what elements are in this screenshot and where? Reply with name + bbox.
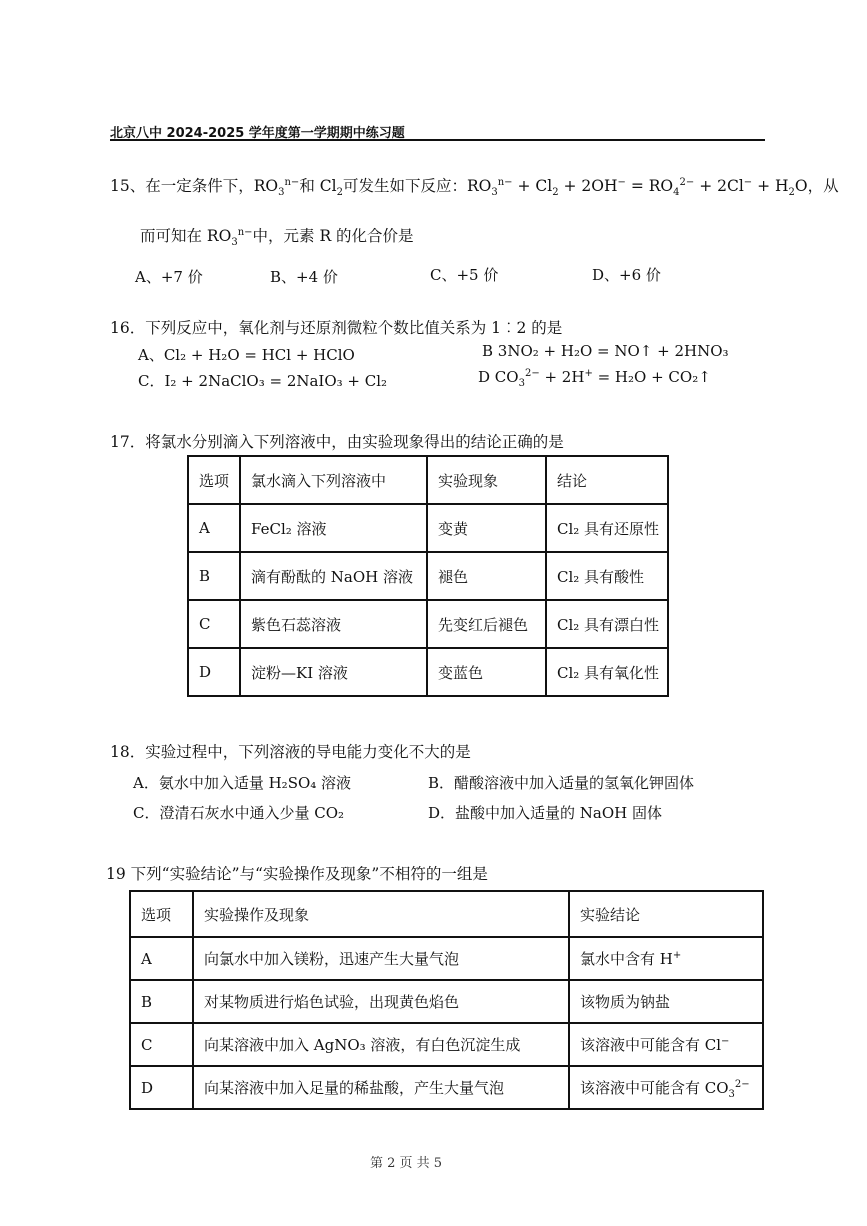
q18-option-c[interactable]: C．澄清石灰水中通入少量 CO₂	[133, 804, 345, 822]
table-row	[130, 1066, 763, 1109]
table-cell: 滴有酚酞的 NaOH 溶液	[240, 552, 427, 600]
table-cell: 变蓝色	[427, 648, 546, 696]
exam-title: 北京八中 2024-2025 学年度第一学期期中练习题	[110, 126, 405, 141]
exam-header	[110, 123, 765, 141]
table-cell: A	[188, 504, 240, 552]
q17-table	[187, 455, 669, 697]
q15-option-d[interactable]: D、+6 价	[592, 266, 661, 284]
table-cell: 该溶液中可能含有 Cl−	[569, 1023, 763, 1066]
table-cell: 向氯水中加入镁粉，迅速产生大量气泡	[193, 937, 569, 980]
q16-stem: 16．下列反应中，氧化剂与还原剂微粒个数比值关系为 1︰2 的是	[110, 319, 563, 337]
table-header-cell: 实验结论	[569, 891, 763, 937]
table-cell: C	[130, 1023, 193, 1066]
table-cell: D	[188, 648, 240, 696]
q15-option-a[interactable]: A、+7 价	[135, 268, 203, 286]
q15-line2: 而可知在 $RO_3^{n-}$中，元素 R 的化合价是	[140, 226, 414, 249]
table-cell: D	[130, 1066, 193, 1109]
table-header-cell: 选项	[188, 456, 240, 504]
q18-stem: 18．实验过程中，下列溶液的导电能力变化不大的是	[110, 743, 471, 761]
table-cell: Cl₂ 具有漂白性	[546, 600, 668, 648]
table-row	[130, 1023, 763, 1066]
table-cell: 褪色	[427, 552, 546, 600]
table-row	[188, 600, 668, 648]
table-cell: 对某物质进行焰色试验，出现黄色焰色	[193, 980, 569, 1023]
q15-line1: 15、在一定条件下，$RO_3^{n-}$和 $Cl_2$可发生如下反应：$RO_3^{n-} + Cl_2 + 2OH^- = RO_4^{2-} + 2Cl^- + H_2O$，从	[110, 176, 839, 199]
table-row	[188, 552, 668, 600]
table-cell: 氯水中含有 H+	[569, 937, 763, 980]
q19-stem: 19 下列“实验结论”与“实验操作及现象”不相符的一组是	[106, 865, 488, 883]
table-cell: 该物质为钠盐	[569, 980, 763, 1023]
table-cell: 先变红后褪色	[427, 600, 546, 648]
q16-option-b[interactable]: B 3NO₂ + H₂O = NO↑ + 2HNO₃	[482, 342, 729, 360]
q17-stem: 17．将氯水分别滴入下列溶液中，由实验现象得出的结论正确的是	[110, 433, 564, 451]
table-cell: FeCl₂ 溶液	[240, 504, 427, 552]
table-row	[188, 648, 668, 696]
q15-option-c[interactable]: C、+5 价	[430, 266, 499, 284]
q16-option-a[interactable]: A、Cl₂ + H₂O = HCl + HClO	[138, 346, 355, 364]
page-footer: 第 2 页 共 5	[370, 1156, 443, 1171]
table-cell: B	[188, 552, 240, 600]
table-cell: 该溶液中可能含有 $CO_3^{2-}$	[569, 1066, 763, 1109]
table-header-cell: 实验操作及现象	[193, 891, 569, 937]
q16-option-c[interactable]: C．I₂ + 2NaClO₃ = 2NaIO₃ + Cl₂	[138, 372, 388, 390]
table-header-cell: 选项	[130, 891, 193, 937]
table-row	[130, 937, 763, 980]
table-row	[130, 980, 763, 1023]
q18-option-b[interactable]: B．醋酸溶液中加入适量的氢氧化钾固体	[428, 774, 695, 792]
q16-option-d[interactable]: D $CO_3^{2-} + 2H^+ = H_2O$ + CO₂↑	[478, 368, 711, 389]
q19-table	[129, 890, 764, 1110]
table-header-cell: 实验现象	[427, 456, 546, 504]
q18-option-a[interactable]: A．氨水中加入适量 H₂SO₄ 溶液	[133, 774, 352, 792]
table-cell: Cl₂ 具有酸性	[546, 552, 668, 600]
q18-option-d[interactable]: D．盐酸中加入适量的 NaOH 固体	[428, 804, 663, 822]
table-cell: 变黄	[427, 504, 546, 552]
table-cell: C	[188, 600, 240, 648]
table-cell: Cl₂ 具有还原性	[546, 504, 668, 552]
q15-option-b[interactable]: B、+4 价	[270, 268, 338, 286]
table-header-cell: 氯水滴入下列溶液中	[240, 456, 427, 504]
table-cell: 向某溶液中加入足量的稀盐酸，产生大量气泡	[193, 1066, 569, 1109]
table-cell: A	[130, 937, 193, 980]
table-cell: 紫色石蕊溶液	[240, 600, 427, 648]
table-header-cell: 结论	[546, 456, 668, 504]
table-cell: 淀粉—KI 溶液	[240, 648, 427, 696]
table-header-row	[130, 891, 763, 937]
table-header-row	[188, 456, 668, 504]
table-cell: 向某溶液中加入 AgNO₃ 溶液，有白色沉淀生成	[193, 1023, 569, 1066]
table-cell: Cl₂ 具有氧化性	[546, 648, 668, 696]
table-row	[188, 504, 668, 552]
table-cell: B	[130, 980, 193, 1023]
